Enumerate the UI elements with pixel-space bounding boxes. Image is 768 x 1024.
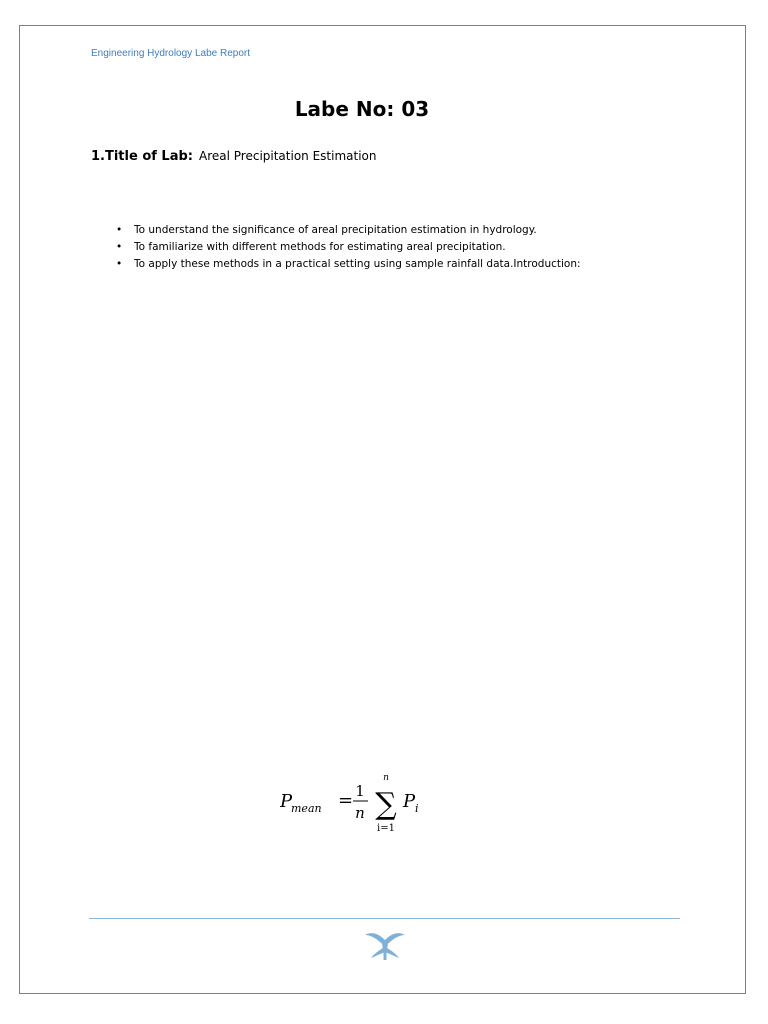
lab-title-value: Areal Precipitation Estimation xyxy=(199,149,377,163)
formula-lhs: P xyxy=(280,791,293,812)
bullet-icon: • xyxy=(116,241,123,253)
bullet-icon: • xyxy=(116,258,123,270)
formula-lhs-subscript: mean xyxy=(291,802,322,815)
list-item xyxy=(116,256,581,273)
formula-equals: = xyxy=(338,790,354,811)
list-item xyxy=(116,239,581,256)
list-item-text: To familiarize with different methods for estimating areal precipitation. xyxy=(134,241,506,253)
formula-term: P xyxy=(403,791,416,812)
page-title: Labe No: 03 xyxy=(294,97,430,121)
objectives-list xyxy=(116,222,581,273)
lab-title-label: 1.Title of Lab: xyxy=(91,149,193,164)
formula-sum-upper: n xyxy=(383,774,389,783)
lab-title-line xyxy=(91,145,377,164)
list-item-text: To understand the significance of areal precipitation estimation in hydrology. xyxy=(134,224,537,236)
scroll-ornament-icon xyxy=(363,929,407,961)
list-item xyxy=(116,222,581,239)
list-item-text: To apply these methods in a practical setting using sample rainfall data.Introduction: xyxy=(134,258,581,270)
formula-denominator: n xyxy=(355,804,365,822)
running-header: Engineering Hydrology Labe Report xyxy=(91,48,250,59)
formula-numerator: 1 xyxy=(355,782,365,800)
footer-divider xyxy=(89,918,680,919)
sum-symbol-icon: ∑ xyxy=(375,787,397,822)
bullet-icon: • xyxy=(116,224,123,236)
document-page xyxy=(19,25,746,994)
mean-precipitation-formula xyxy=(280,774,480,844)
formula-term-subscript: i xyxy=(415,802,419,815)
formula-sum-lower: i=1 xyxy=(377,823,395,834)
